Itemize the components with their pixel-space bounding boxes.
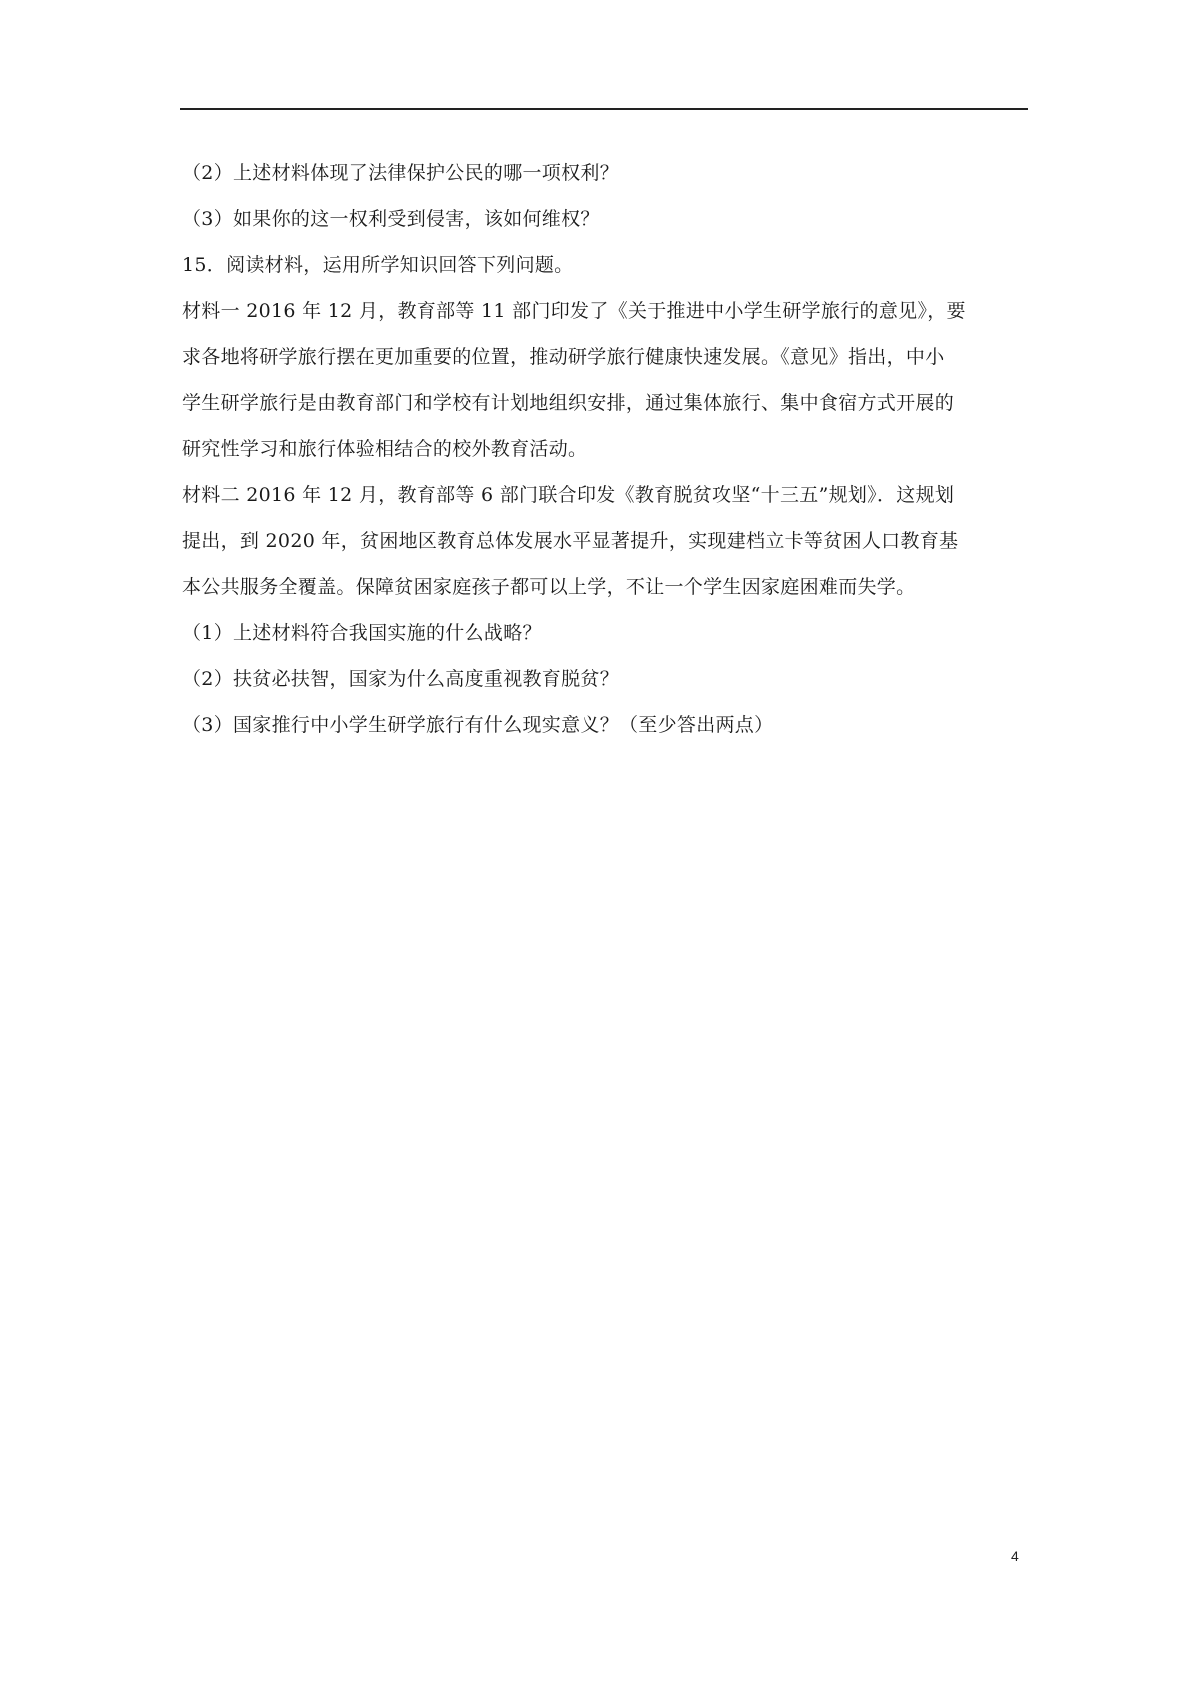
material-1-line: 材料一 2016 年 12 月，教育部等 11 部门印发了《关于推进中小学生研学旅行的意见》，要 [182,300,966,322]
material-2-line: 提出，到 2020 年，贫困地区教育总体发展水平显著提升，实现建档立卡等贫困人口教育基 [182,530,959,552]
page-number: 4 [1011,1548,1019,1564]
material-1-line: 研究性学习和旅行体验相结合的校外教育活动。 [182,438,588,460]
prev-question-3: （3）如果你的这一权利受到侵害，该如何维权？ [182,208,600,230]
material-2 [182,472,1030,610]
sub-question-3: （3）国家推行中小学生研学旅行有什么现实意义？（至少答出两点） [182,714,774,736]
document-body [182,150,1030,748]
sub-question-2: （2）扶贫必扶智，国家为什么高度重视教育脱贫？ [182,668,619,690]
prev-question-2: （2）上述材料体现了法律保护公民的哪一项权利？ [182,162,619,184]
material-2-line: 本公共服务全覆盖。保障贫困家庭孩子都可以上学，不让一个学生因家庭困难而失学。 [182,576,916,598]
question-15-title: 15．阅读材料，运用所学知识回答下列问题。 [182,254,574,276]
material-1-line: 学生研学旅行是由教育部门和学校有计划地组织安排，通过集体旅行、集中食宿方式开展的 [182,392,955,414]
material-2-line: 材料二 2016 年 12 月，教育部等 6 部门联合印发《教育脱贫攻坚“十三五”规划》．这规划 [182,484,955,506]
sub-question-1: （1）上述材料符合我国实施的什么战略？ [182,622,542,644]
material-1-line: 求各地将研学旅行摆在更加重要的位置，推动研学旅行健康快速发展。《意见》指出，中小 [182,346,945,368]
header-rule [180,108,1028,110]
material-1 [182,288,1030,472]
